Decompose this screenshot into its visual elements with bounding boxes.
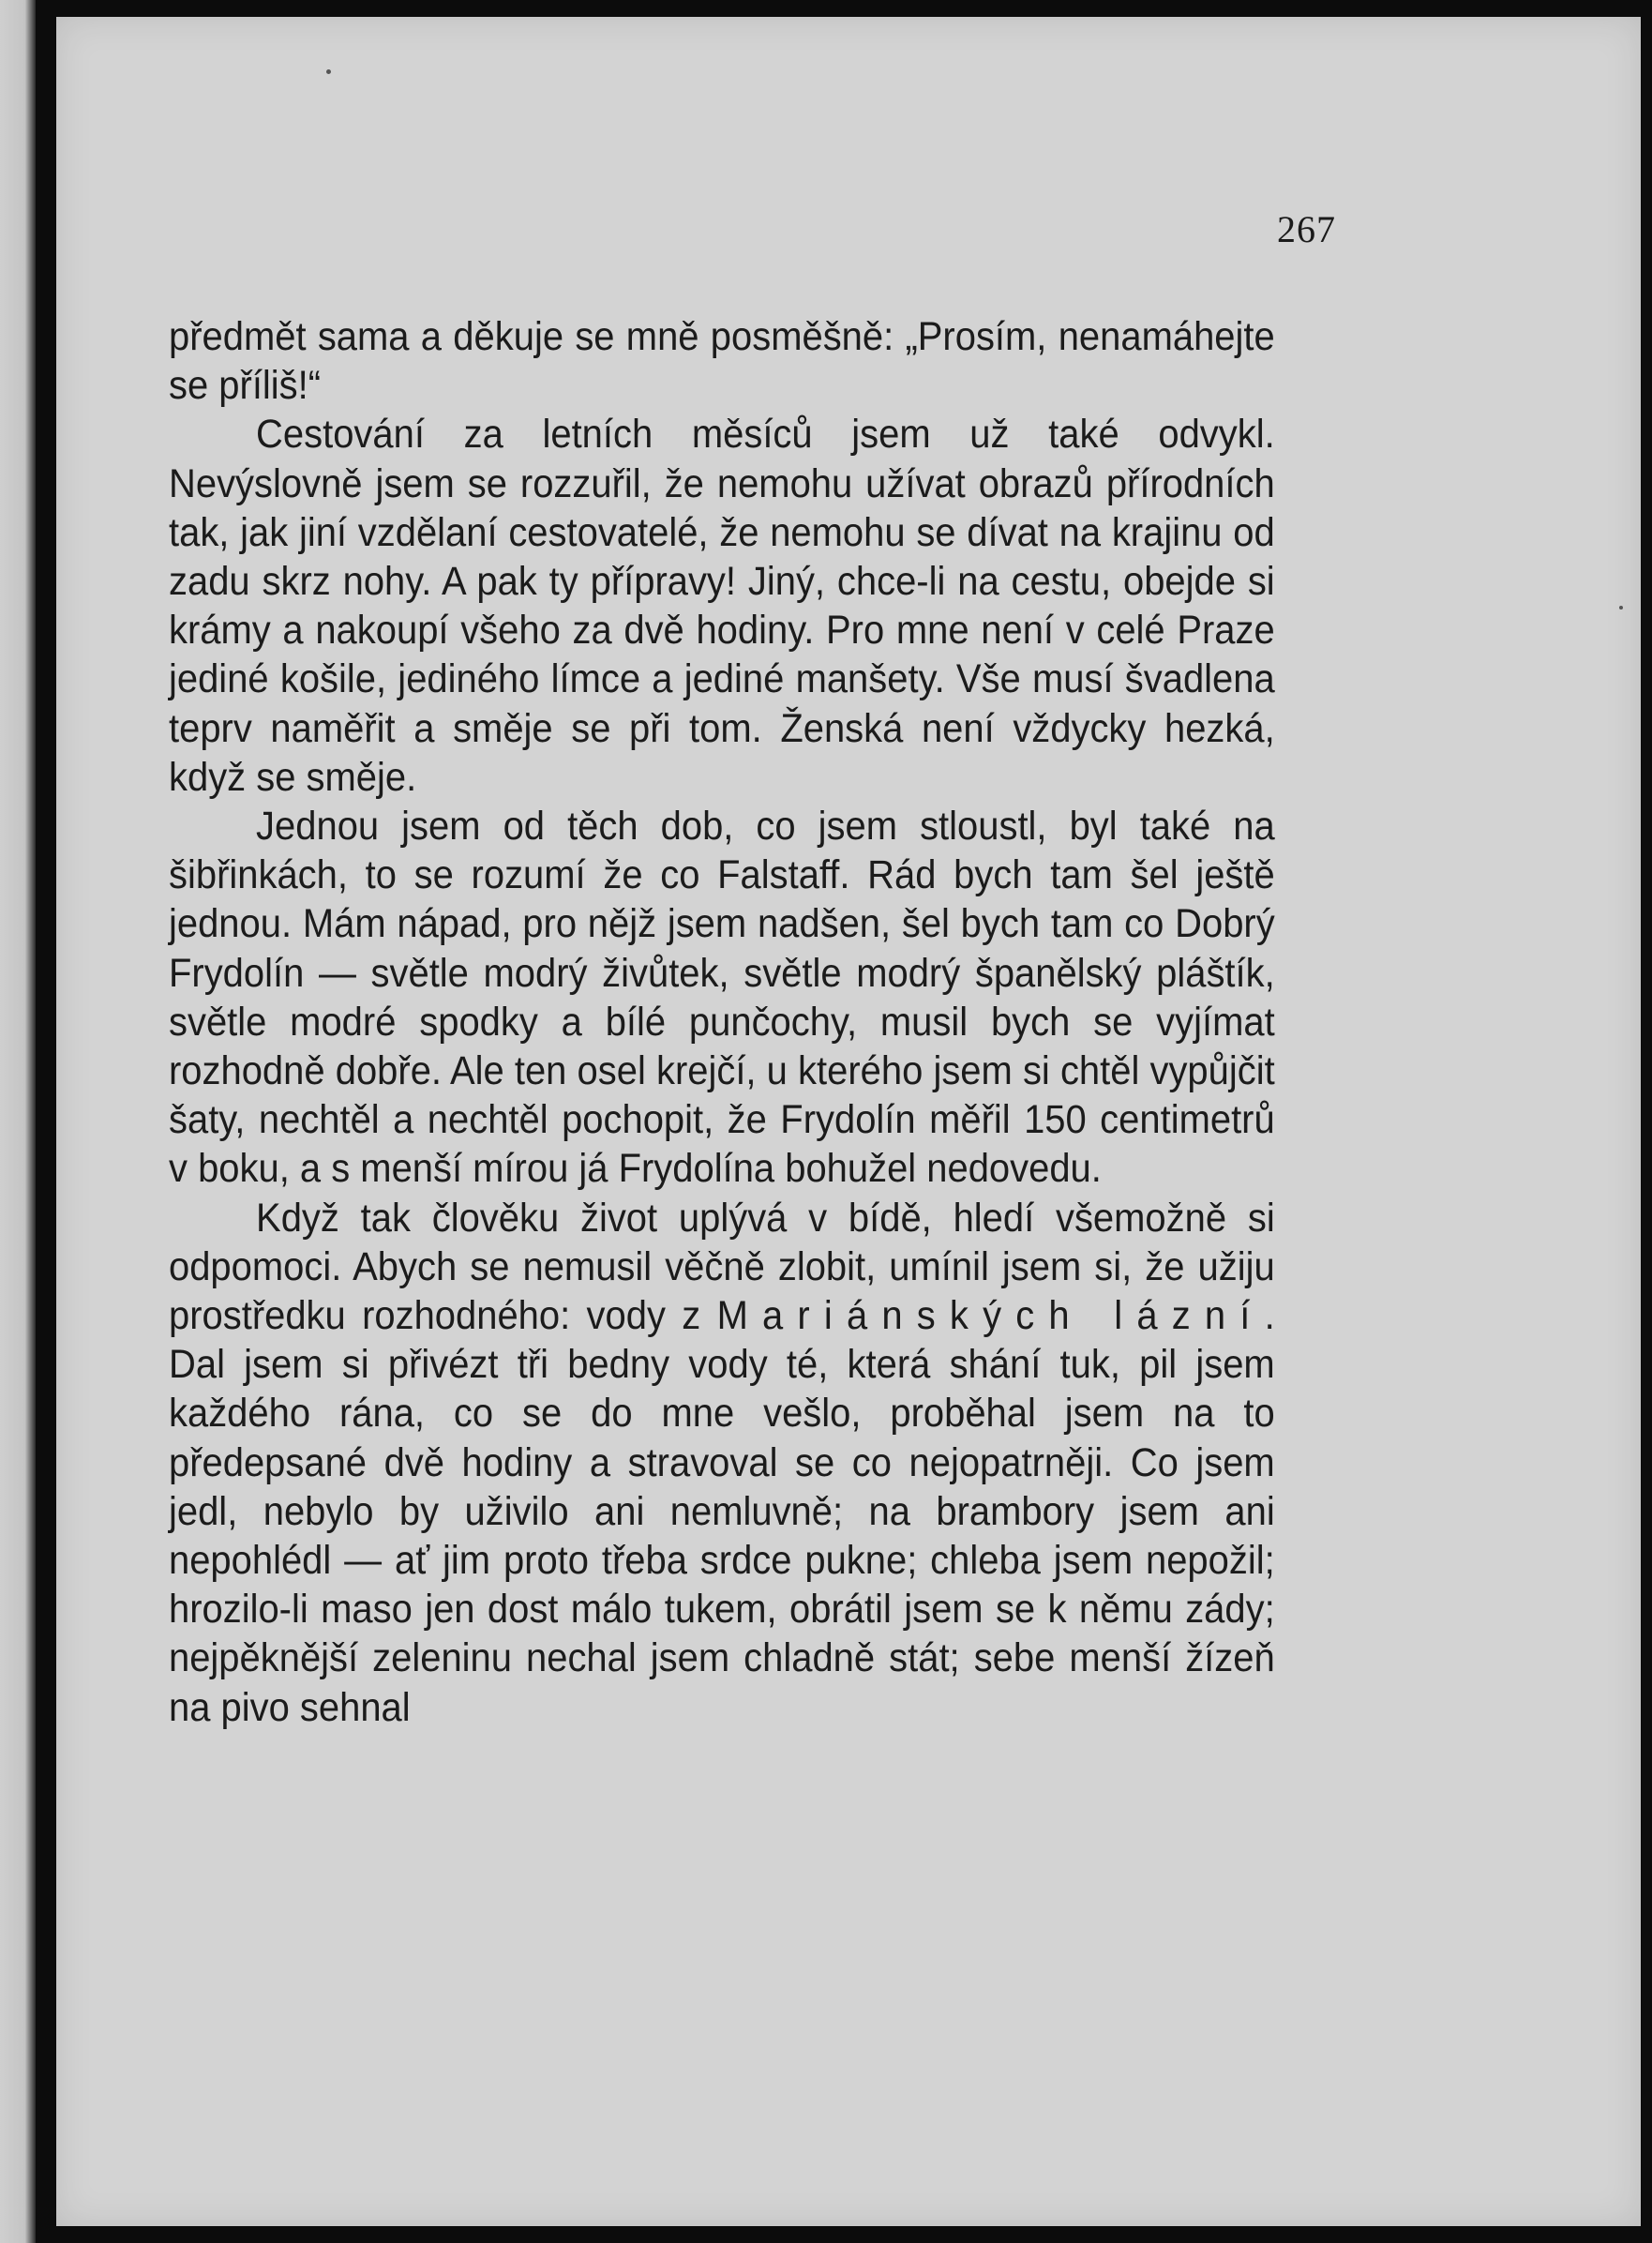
paragraph-2: Cestování za letních měsíců jsem už také odvykl. Nevýslovně jsem se rozzuřil, že nemohu užívat obrazů přírodních tak, jak jiní vzdělaní cestovatelé, že nemohu se dívat na krajinu od zadu skrz nohy. A pak ty přípravy! Jiný, chce-li na cestu, obejde si krámy a nakoupí všeho za dvě hodiny. Pro mne není v celé Praze jediné košile, jediného límce a jediné manšety. Vše musí švadlena teprv naměřit a směje se při tom. Ženská není vždycky hezká, když se směje. <box>169 413 1275 800</box>
scan-speck <box>326 69 331 74</box>
paragraph-3: Jednou jsem od těch dob, co jsem stloustl, byl také na šibřinkách, to se rozumí že co Falstaff. Rád bych tam šel ještě jednou. Mám nápad, pro nějž jsem nadšen, šel bych tam co Dobrý Frydolín — světle modrý živůtek, světle modrý španělský pláštík, světle modré spodky a bílé punčochy, musil bych se vyjímat rozhodně dobře. Ale ten osel krejčí, u kterého jsem si chtěl vypůjčit šaty, nechtěl a nechtěl pochopit, že Frydolín měřil 150 centimetrů v boku, a s menší mírou já Frydolína bohužel nedovedu. <box>169 805 1275 1192</box>
scan-speck <box>1619 606 1623 610</box>
body-text <box>169 313 1275 1733</box>
book-page <box>56 17 1641 2226</box>
page-number: 267 <box>1277 208 1336 250</box>
paragraph-4-spaced-emphasis: Mariánských lázní <box>716 1294 1265 1339</box>
previous-page-edge <box>0 0 36 2243</box>
paragraph-4-text-before: Když tak člověku život uplývá v bídě, hledí všemožně si odpomoci. Abych se nemusil věčně zlobit, umínil jsem si, že užiju prostředku rozhodného: vody z <box>169 1196 1275 1339</box>
paragraph-4 <box>169 1195 1275 1733</box>
paragraph-4-text-after: . Dal jsem si přivézt tři bedny vody té, která shání tuk, pil jsem každého rána, co se do mne vešlo, proběhal jsem na to předepsané dvě hodiny a stravoval se co nejopatrněji. Co jsem jedl, nebylo by uživilo ani nemluvně; na brambory jsem ani nepohlédl — ať jim proto třeba srdce pukne; chleba jsem nepožil; hrozilo-li maso jen dost málo tukem, obrátil jsem se k němu zády; nejpěknější zeleninu nechal jsem chladně stát; sebe menší žízeň na pivo sehnal <box>169 1294 1275 1730</box>
paragraph-1: předmět sama a děkuje se mně posměšně: „Prosím, nenamáhejte se příliš!“ <box>169 315 1275 409</box>
